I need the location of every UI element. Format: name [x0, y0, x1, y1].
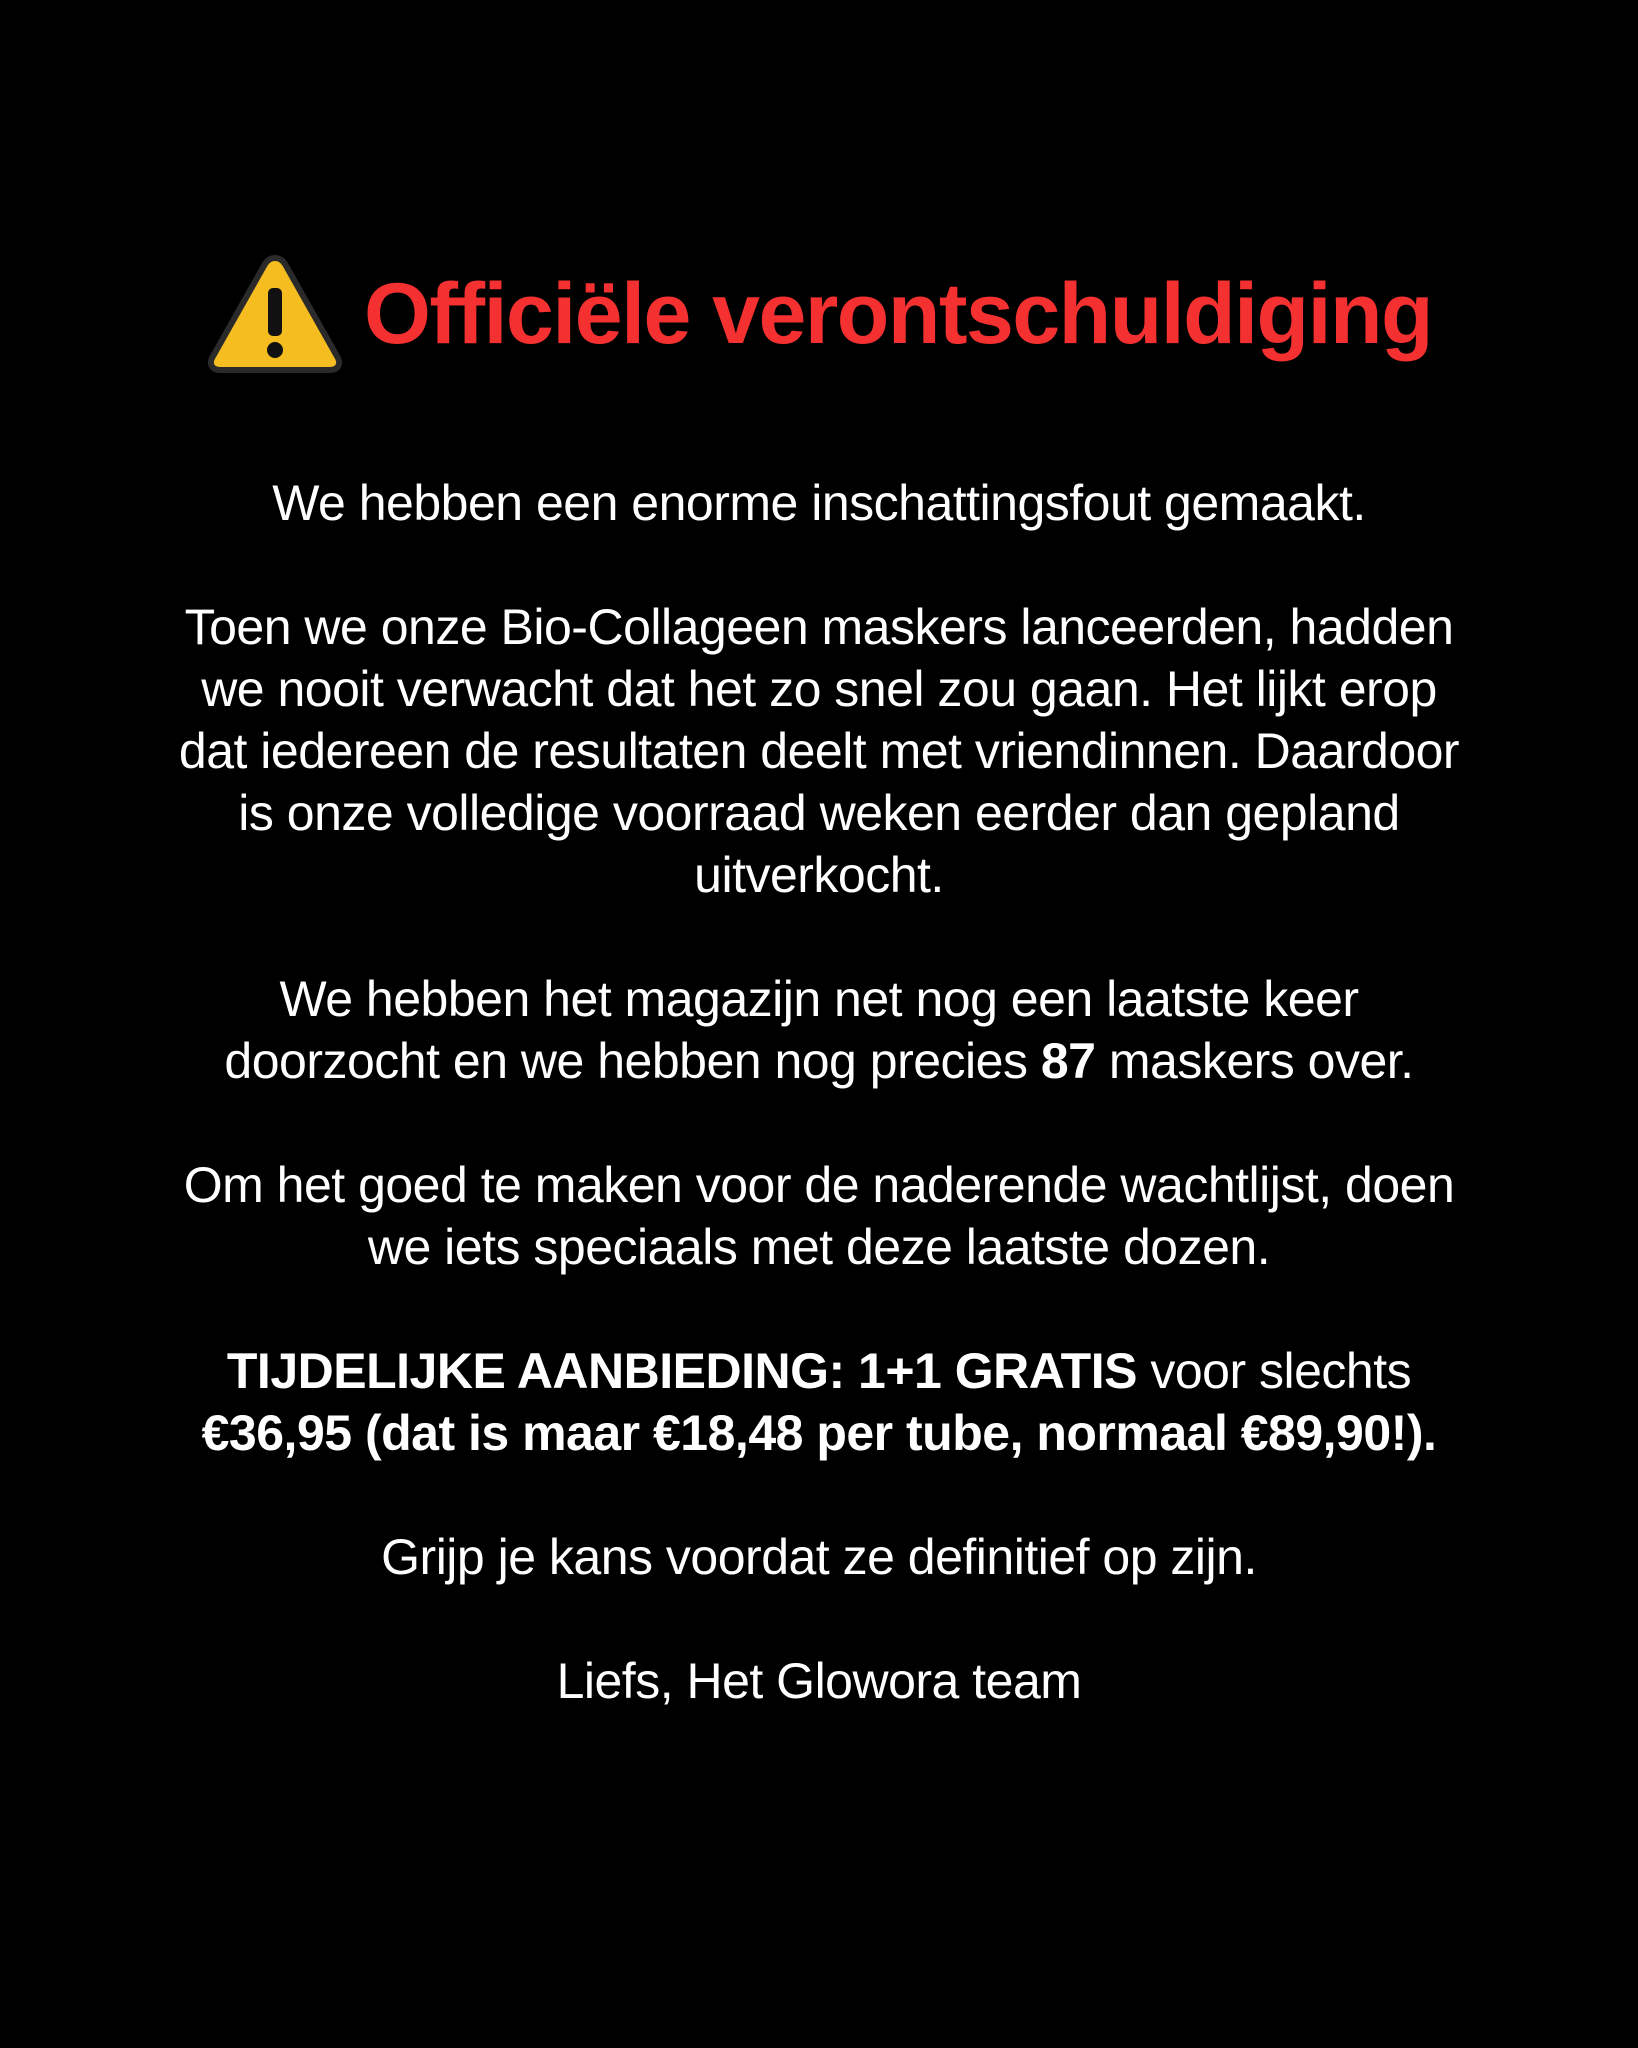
- signoff-paragraph: [100, 1650, 1538, 1712]
- page-title: Officiële verontschuldiging: [363, 266, 1433, 362]
- story-line: dat iedereen de resultaten deelt met vriendinnen. Daardoor: [178, 723, 1460, 779]
- stock-text-after: maskers over.: [1095, 1033, 1414, 1089]
- waitlist-line: Om het goed te maken voor de naderende wachtlijst, doen: [183, 1157, 1455, 1213]
- story-paragraph: [100, 596, 1538, 906]
- stock-paragraph: [100, 968, 1538, 1092]
- stock-line: We hebben het magazijn net nog een laatste keer: [279, 971, 1359, 1027]
- waitlist-paragraph: [100, 1154, 1538, 1278]
- offer-price: €36,95 (dat is maar €18,48 per tube, normaal €89,90!).: [201, 1405, 1437, 1461]
- stock-line: [100, 1030, 1538, 1092]
- story-line: is onze volledige voorraad weken eerder dan gepland: [238, 785, 1400, 841]
- waitlist-line: we iets speciaals met deze laatste dozen.: [367, 1219, 1271, 1275]
- offer-headline: TIJDELIJKE AANBIEDING: 1+1 GRATIS: [226, 1343, 1137, 1399]
- intro-paragraph: [100, 472, 1538, 534]
- cta-text: Grijp je kans voordat ze definitief op zijn.: [381, 1529, 1257, 1585]
- warning-icon: [206, 252, 344, 376]
- story-line: Toen we onze Bio-Collageen maskers lanceerden, hadden: [184, 599, 1454, 655]
- signoff-text: Liefs, Het Glowora team: [556, 1653, 1082, 1709]
- offer-line: [100, 1340, 1538, 1402]
- story-line: we nooit verwacht dat het zo snel zou gaan. Het lijkt erop: [201, 661, 1437, 717]
- stock-count: 87: [1040, 1033, 1096, 1089]
- offer-paragraph: [100, 1340, 1538, 1464]
- header: [0, 252, 1638, 376]
- story-line: uitverkocht.: [694, 847, 944, 903]
- stock-text-before: doorzocht en we hebben nog precies: [224, 1033, 1041, 1089]
- cta-paragraph: [100, 1526, 1538, 1588]
- offer-text: voor slechts: [1136, 1343, 1412, 1399]
- intro-text: We hebben een enorme inschattingsfout gemaakt.: [272, 475, 1366, 531]
- message-body: [100, 472, 1538, 1774]
